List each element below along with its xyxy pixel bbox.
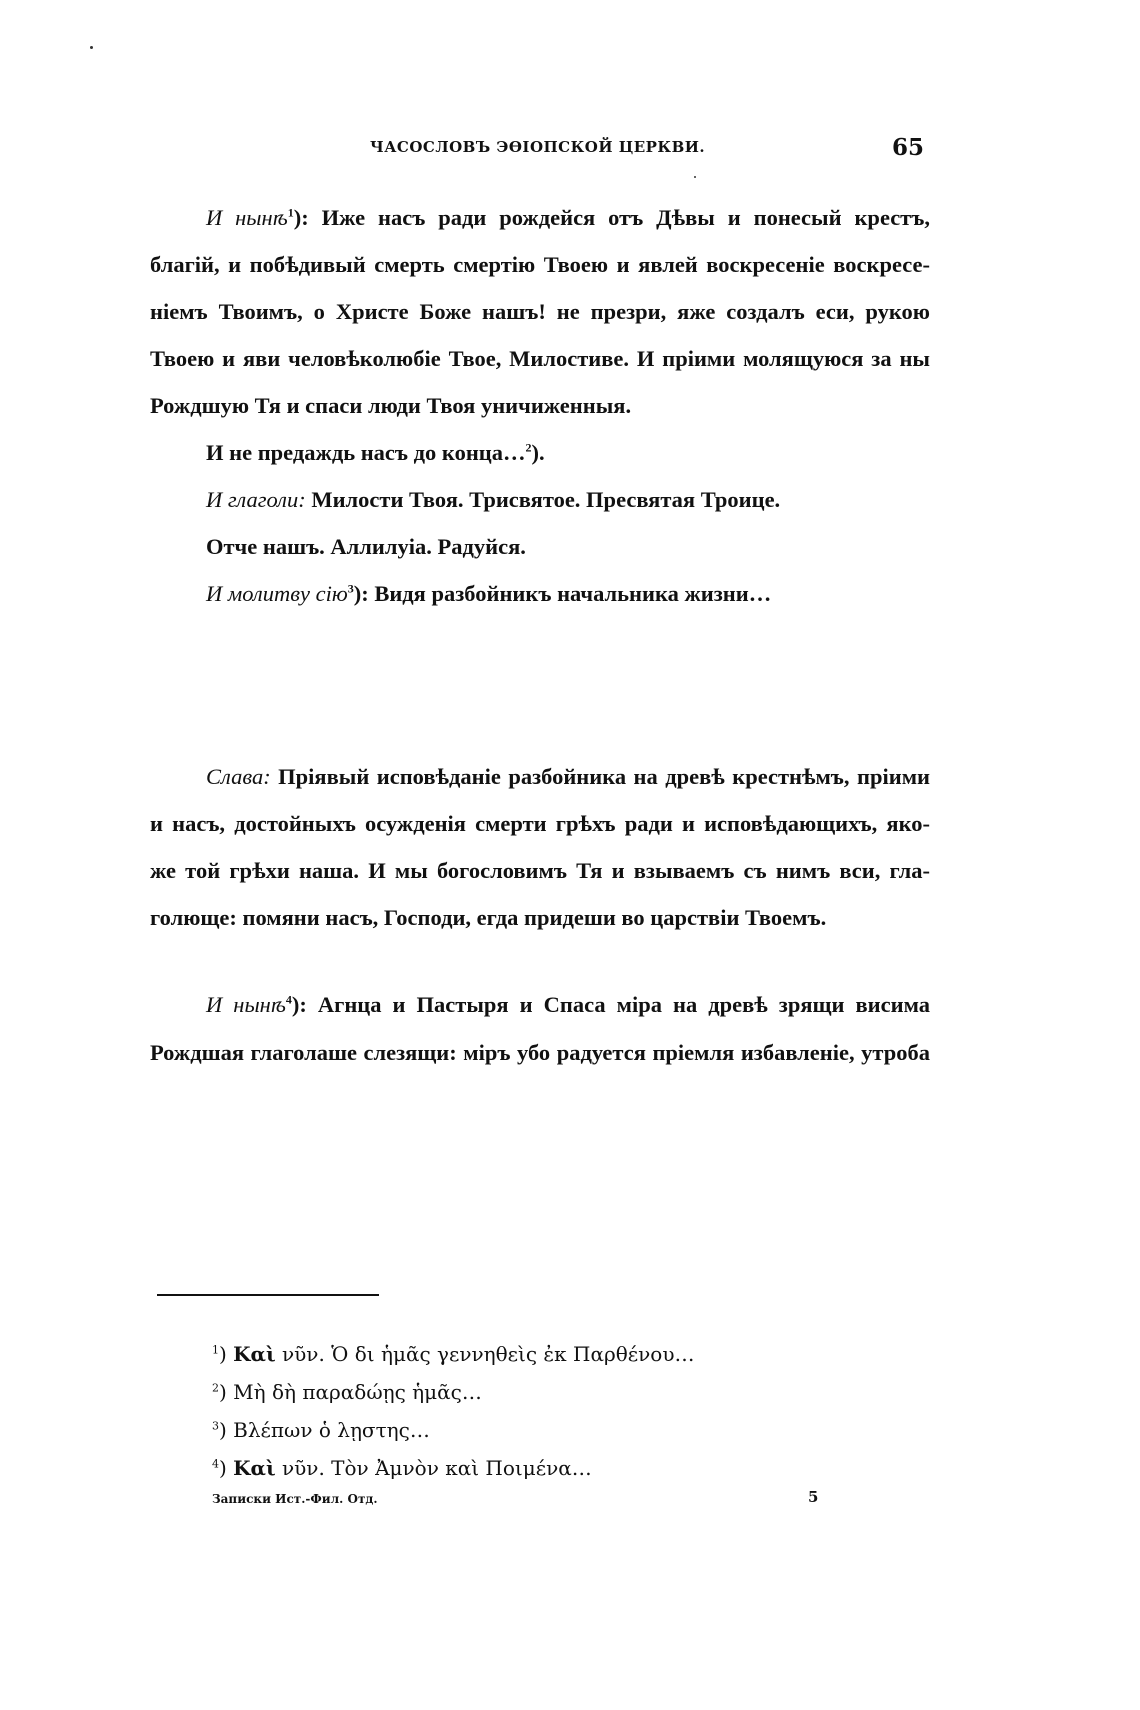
footnote-ref-1: 1 (287, 205, 294, 220)
footnote-ref-4: 4 (285, 992, 292, 1007)
paragraph-1-line-2: благій, и побѣдивый смерть смертію Твоею и явлей воскресеніе воскресе- (150, 252, 930, 277)
footnote-rule (157, 1294, 379, 1296)
signature-line: Записки Ист.-Фил. Отд. (212, 1492, 378, 1506)
paragraph-5: И молитву сію$^3$): Видя разбойникъ начальника жизни… (206, 581, 772, 606)
footnote-1: $^1$) Καὶ νῦν. Ὁ δι ἡμᾶς γεννηθεὶς ἐκ Παρθένου… (212, 1342, 695, 1366)
paragraph-7-line-1: И нынѣ$^4$): Агнца и Пастыря и Спаса міра на древѣ зрящи висима (206, 992, 930, 1017)
paragraph-1-line-5: Рождшую Тя и спаси люди Твоя уничиженныя. (150, 393, 632, 418)
paragraph-6-line-1: Слава: Пріявый исповѣданіе разбойника на древѣ крестнѣмъ, пріими (206, 764, 930, 789)
paragraph-6-line-3: же той грѣхи наша. И мы богословимъ Тя и взываемъ съ нимъ вси, гла- (150, 858, 930, 883)
signature-number: 5 (808, 1488, 819, 1506)
paragraph-4: Отче нашъ. Аллилуіа. Радуйся. (206, 534, 526, 559)
footnote-3: $^3$) Βλέπων ὁ λῃστης… (212, 1418, 430, 1442)
paragraph-1-line-1: И нынѣ$^1$): Иже насъ ради рождейся отъ Дѣвы и понесый крестъ, (206, 205, 930, 230)
page-number: 65 (892, 134, 925, 161)
rubric-slava: Слава: (206, 764, 271, 789)
footnote-ref-3: 3 (347, 581, 354, 596)
footnote-ref-2: 2 (525, 440, 532, 455)
paragraph-2: И не предаждь насъ до конца…$^2$). (206, 440, 545, 465)
rubric-i-glagoli: И глаголи: (206, 487, 306, 512)
rubric-i-nyne: И нынѣ (206, 205, 288, 230)
footnote-2: $^2$) Μὴ δὴ παραδώῃς ἡμᾶς… (212, 1380, 482, 1404)
paragraph-1-line-3: ніемъ Твоимъ, о Христе Боже нашъ! не презри, яже создалъ еси, рукою (150, 299, 930, 324)
paragraph-6-line-4: голюще: помяни насъ, Господи, егда придеши во царствіи Твоемъ. (150, 905, 827, 930)
paragraph-6-line-2: и насъ, достойныхъ осужденія смерти грѣхъ ради и исповѣдающихъ, яко- (150, 811, 930, 836)
footnote-4: $^4$) Καὶ νῦν. Τὸν Ἀμνὸν καὶ Ποιμένα… (212, 1456, 592, 1480)
running-header: ЧАСОСЛОВЪ ЭѲІОПСКОЙ ЦЕРКВИ. (370, 138, 706, 156)
rubric-i-molitvu: И молитву сію (206, 581, 348, 606)
scan-speck (694, 176, 696, 178)
paragraph-1-line-4: Твоею и яви человѣколюбіе Твое, Милостиве. И пріими молящуюся за ны (150, 346, 930, 371)
paragraph-3: И глаголи: Милости Твоя. Трисвятое. Пресвятая Троице. (206, 487, 781, 512)
paragraph-7-line-2: Рождшая глаголаше слезящи: міръ убо радуется пріемля избавленіе, утроба (150, 1040, 930, 1065)
rubric-i-nyne-2: И нынѣ (206, 992, 286, 1017)
scan-speck (90, 46, 93, 49)
